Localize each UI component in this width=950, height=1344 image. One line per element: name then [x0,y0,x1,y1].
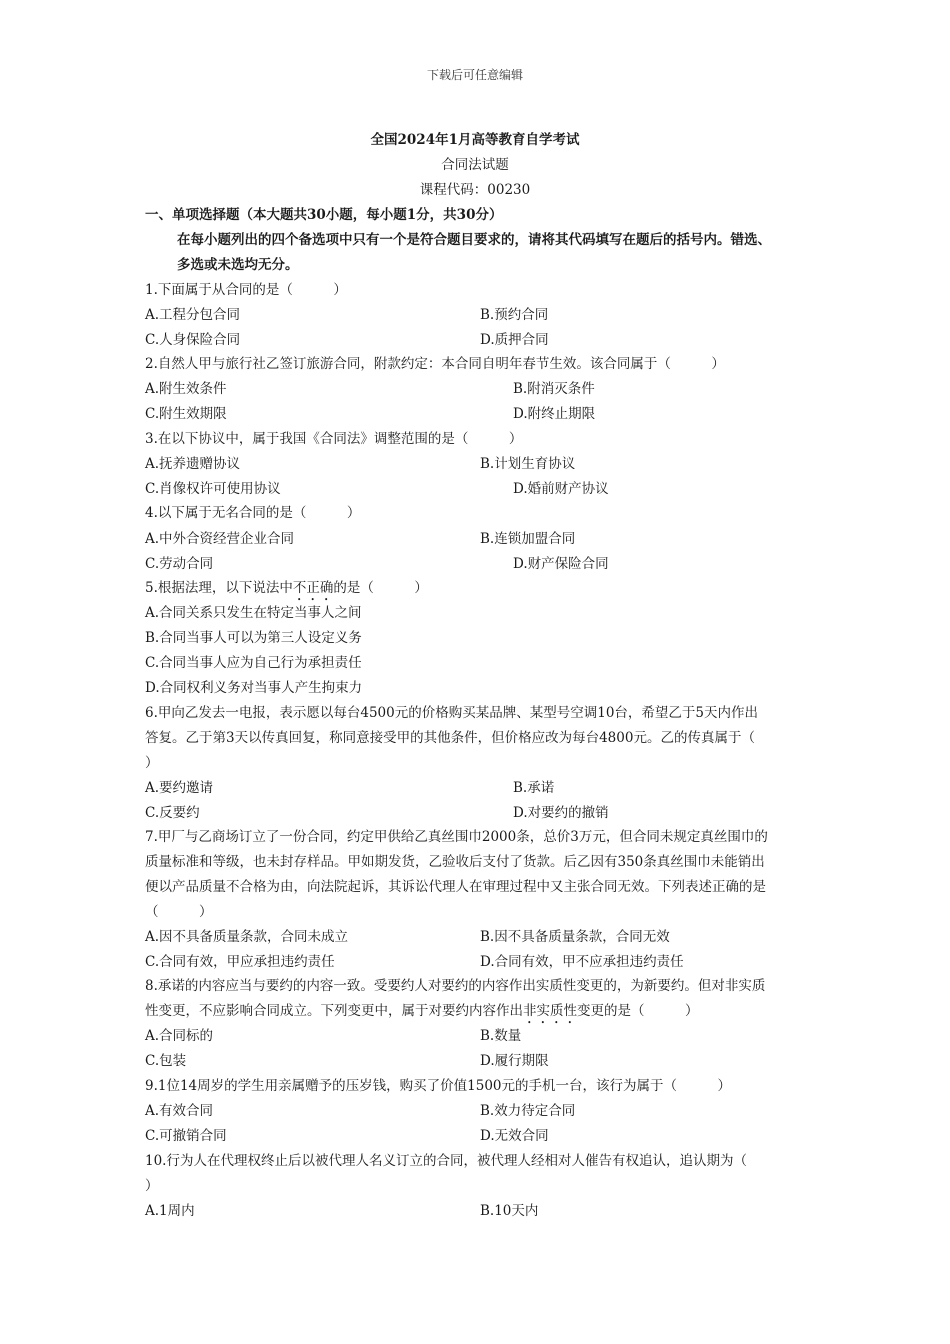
q7-option-d: D.合同有效，甲不应承担违约责任 [480,954,684,970]
question-7: 7.甲厂与乙商场订立了一份合同，约定甲供给乙真丝围巾2000条，总价3万元，但合同未规定真丝围巾的 [145,829,768,845]
q8-option-c: C.包装 [145,1053,187,1069]
q3-option-b: B.计划生育协议 [480,456,576,472]
question-7-line2: 质量标准和等级，也未封存样品。甲如期发货，乙验收后支付了货款。后乙因有350条真丝围巾未能销出 [145,854,765,870]
q6-option-d: D.对要约的撤销 [513,805,609,821]
question-8-pre: 性变更，不应影响合同成立。下列变更中，属于对要约内容作出 [145,1003,523,1019]
q1-option-a: A.工程分包合同 [145,307,241,323]
q3-option-d: D.婚前财产协议 [513,481,609,497]
exam-subtitle: 合同法试题 [441,157,509,173]
q1-option-c: C.人身保险合同 [145,332,241,348]
question-10-line2: ） [145,1178,159,1194]
question-5-emphasis: 不正确 [292,580,334,596]
section-heading: 一、单项选择题（本大题共30小题，每小题1分，共30分） [145,207,503,223]
download-note: 下载后可任意编辑 [426,68,523,82]
question-10: 10.行为人在代理权终止后以被代理人名义订立的合同，被代理人经相对人催告有权追认，追认期为（ [145,1153,747,1169]
question-7-line4: （ ） [145,904,213,920]
question-8-post: 变更的是（ ） [577,1003,699,1019]
q8-option-d: D.履行期限 [480,1053,549,1069]
question-3: 3.在以下协议中，属于我国《合同法》调整范围的是（ ） [145,431,523,447]
q10-option-a: A.1周内 [145,1203,195,1219]
question-8-line2 [145,999,699,1027]
question-1: 1.下面属于从合同的是（ ） [145,282,347,298]
question-9: 9.1位14周岁的学生用亲属赠予的压岁钱，购买了价值1500元的手机一台，该行为属于（ ） [145,1078,732,1094]
q8-option-a: A.合同标的 [145,1028,214,1044]
q2-option-a: A.附生效条件 [145,381,227,397]
q5-option-d: D.合同权利义务对当事人产生拘束力 [145,680,363,696]
q6-option-c: C.反要约 [145,805,200,821]
q6-option-a: A.要约邀请 [145,780,214,796]
q9-option-c: C.可撤销合同 [145,1128,227,1144]
q5-option-a: A.合同关系只发生在特定当事人之间 [145,605,362,621]
course-code: 课程代码：00230 [419,182,531,198]
q3-option-c: C.肖像权许可使用协议 [145,481,281,497]
q2-option-c: C.附生效期限 [145,406,227,422]
question-4: 4.以下属于无名合同的是（ ） [145,505,361,521]
q8-option-b: B.数量 [480,1028,522,1044]
q4-option-b: B.连锁加盟合同 [480,531,576,547]
q4-option-d: D.财产保险合同 [513,556,609,572]
section-instruction: 在每小题列出的四个备选项中只有一个是符合题目要求的，请将其代码填写在题后的括号内。错选、 [177,232,771,248]
question-5-pre: 5.根据法理，以下说法中 [145,580,293,596]
q4-option-c: C.劳动合同 [145,556,214,572]
question-5-post: 的是（ ） [333,580,428,596]
q9-option-a: A.有效合同 [145,1103,214,1119]
q2-option-d: D.附终止期限 [513,406,596,422]
question-8: 8.承诺的内容应当与要约的内容一致。受要约人对要约的内容作出实质性变更的，为新要约。但对非实质 [145,978,766,994]
q7-option-b: B.因不具备质量条款，合同无效 [480,929,670,945]
q9-option-d: D.无效合同 [480,1128,549,1144]
question-2: 2.自然人甲与旅行社乙签订旅游合同，附款约定：本合同自明年春节生效。该合同属于（ ） [145,356,725,372]
q1-option-b: B.预约合同 [480,307,549,323]
q9-option-b: B.效力待定合同 [480,1103,576,1119]
question-8-emphasis: 非实质性 [523,1003,577,1019]
q7-option-c: C.合同有效，甲应承担违约责任 [145,954,335,970]
q1-option-d: D.质押合同 [480,332,549,348]
section-instruction-cont: 多选或未选均无分。 [177,257,299,273]
q3-option-a: A.抚养遗赠协议 [145,456,241,472]
question-5 [145,576,428,604]
question-6-line3: ） [145,755,159,771]
q10-option-b: B.10天内 [480,1203,539,1219]
q4-option-a: A.中外合资经营企业合同 [145,531,295,547]
question-7-line3: 便以产品质量不合格为由，向法院起诉，其诉讼代理人在审理过程中又主张合同无效。下列表述正确的是 [145,879,766,895]
q6-option-b: B.承诺 [513,780,555,796]
question-6-line2: 答复。乙于第3天以传真回复，称同意接受甲的其他条件，但价格应改为每台4800元。乙的传真属于（ [145,730,755,746]
q2-option-b: B.附消灭条件 [513,381,595,397]
q7-option-a: A.因不具备质量条款，合同未成立 [145,929,349,945]
question-6: 6.甲向乙发去一电报，表示愿以每台4500元的价格购买某品牌、某型号空调10台，希望乙于5天内作出 [145,705,759,721]
q5-option-c: C.合同当事人应为自己行为承担责任 [145,655,362,671]
exam-title: 全国2024年1月高等教育自学考试 [370,132,580,148]
q5-option-b: B.合同当事人可以为第三人设定义务 [145,630,362,646]
